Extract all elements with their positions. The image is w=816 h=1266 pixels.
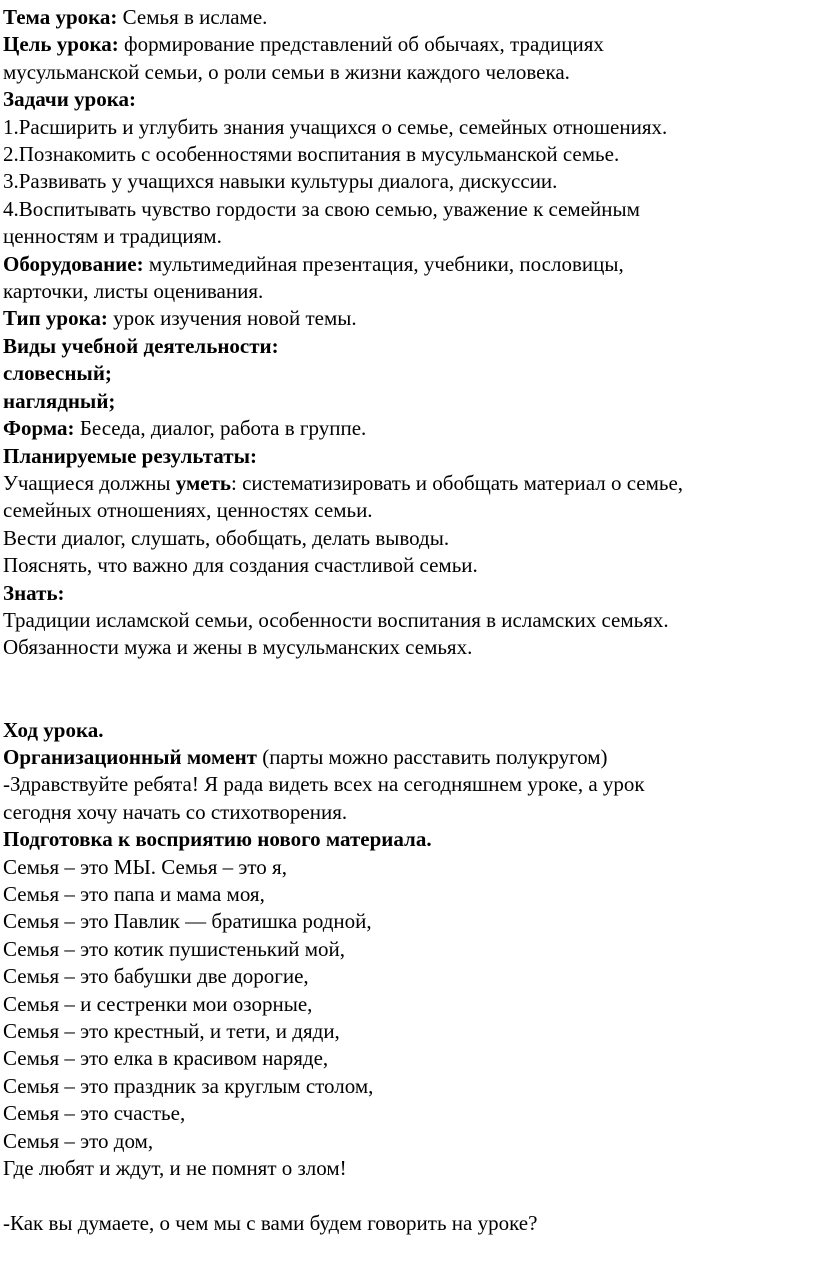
poem-line: Семья – это папа и мама моя, [3, 881, 265, 906]
task-item: 2.Познакомить с особенностями воспитания в мусульманской семье. [3, 142, 620, 167]
type-label: Тип урока: [3, 306, 108, 331]
greeting-line: сегодня хочу начать со стихотворения. [3, 799, 348, 824]
tasks-label: Задачи урока: [3, 87, 137, 112]
poem-line: Семья – это Павлик — братишка родной, [3, 909, 372, 934]
spacer [3, 1182, 816, 1209]
org-line [3, 744, 816, 771]
lesson-title: Ход урока. [3, 717, 104, 742]
topic-label: Тема урока: [3, 5, 118, 29]
task-item: 1.Расширить и углубить знания учащихся о семье, семейных отношениях. [3, 114, 668, 139]
results-line: Пояснять, что важно для создания счастливой семьи. [3, 553, 478, 578]
poem-line: Семья – это дом, [3, 1128, 154, 1153]
greeting-line: -Здравствуйте ребята! Я рада видеть всех на сегодняшнем уроке, а урок [3, 772, 645, 797]
topic-line [3, 4, 816, 31]
activity-item: наглядный; [3, 388, 116, 413]
org-value: (парты можно расставить полукругом) [257, 744, 608, 769]
prep-label: Подготовка к восприятию нового материала. [3, 827, 432, 852]
task-item: ценностям и традициям. [3, 224, 222, 249]
question-line: -Как вы думаете, о чем мы с вами будем говорить на уроке? [3, 1210, 538, 1235]
poem-line: Семья – это котик пушистенький мой, [3, 936, 345, 961]
poem-line: Семья – это МЫ. Семья – это я, [3, 854, 287, 879]
activities-label: Виды учебной деятельности: [3, 333, 279, 358]
equipment-line [3, 251, 816, 278]
type-line [3, 305, 816, 332]
topic-value: Семья в исламе. [117, 5, 268, 29]
results-line: Учащиеся должны уметь: систематизировать и обобщать материал о семье, [3, 470, 684, 495]
know-label: Знать: [3, 580, 65, 605]
know-line: Обязанности мужа и жены в мусульманских семьях. [3, 635, 473, 660]
task-item: 4.Воспитывать чувство гордости за свою семью, уважение к семейным [3, 196, 640, 221]
poem-line: Семья – и сестренки мои озорные, [3, 991, 313, 1016]
results-line: Вести диалог, слушать, обобщать, делать выводы. [3, 525, 450, 550]
poem-line: Семья – это праздник за круглым столом, [3, 1073, 374, 1098]
poem-line: Семья – это бабушки две дорогие, [3, 964, 309, 989]
form-value: Беседа, диалог, работа в группе. [74, 416, 367, 441]
form-line [3, 415, 816, 442]
goal-line-continued: мусульманской семьи, о роли семьи в жизни каждого человека. [3, 59, 570, 84]
equipment-value: мультимедийная презентация, учебники, пословицы, [143, 251, 624, 276]
equipment-label: Оборудование: [3, 251, 144, 276]
goal-label: Цель урока: [3, 32, 119, 57]
spacer [3, 662, 816, 689]
poem-line: Где любят и ждут, и не помнят о злом! [3, 1156, 347, 1181]
poem-line: Семья – это елка в красивом наряде, [3, 1046, 329, 1071]
activity-item: словесный; [3, 361, 112, 386]
spacer [3, 689, 816, 716]
goal-value: формирование представлений об обычаях, традициях [118, 32, 604, 57]
poem-line: Семья – это крестный, и тети, и дяди, [3, 1019, 340, 1043]
results-label: Планируемые результаты: [3, 443, 257, 468]
results-emphasis: уметь [175, 470, 232, 495]
type-value: урок изучения новой темы. [107, 306, 357, 331]
goal-line [3, 31, 816, 58]
form-label: Форма: [3, 416, 75, 441]
results-line: семейных отношениях, ценностях семьи. [3, 498, 373, 523]
task-item: 3.Развивать у учащихся навыки культуры диалога, дискуссии. [3, 169, 558, 194]
equipment-line-continued: карточки, листы оценивания. [3, 279, 264, 304]
know-line: Традиции исламской семьи, особенности воспитания в исламских семьях. [3, 607, 669, 632]
org-label: Организационный момент [3, 744, 257, 769]
poem-line: Семья – это счастье, [3, 1101, 186, 1126]
